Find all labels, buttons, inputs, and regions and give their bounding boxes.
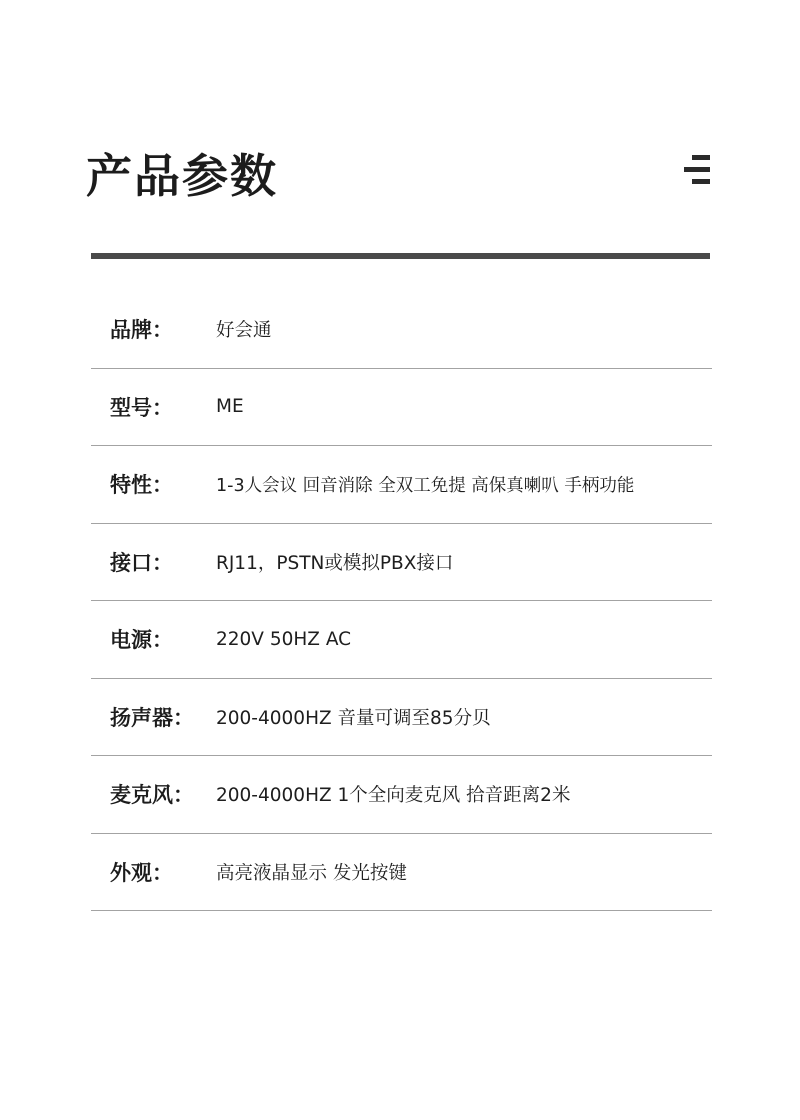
spec-table [91,291,712,911]
spec-row-speaker [91,679,712,757]
spec-value: 好会通 [216,320,272,342]
spec-value: 200-4000HZ 1个全向麦克风 拾音距离2米 [216,785,571,807]
spec-row-model [91,369,712,447]
spec-row-microphone [91,756,712,834]
spec-label: 型号： [110,395,173,420]
menu-icon [684,155,710,185]
spec-row-interface [91,524,712,602]
menu-icon-bar [692,179,710,184]
spec-row-appearance [91,834,712,912]
spec-value: RJ11，PSTN或模拟PBX接口 [216,552,454,574]
page-title: 产品参数 [86,149,278,203]
spec-row-brand [91,291,712,369]
spec-value: 220V 50HZ AC [216,628,352,650]
spec-row-features [91,446,712,524]
spec-label: 电源： [110,628,173,653]
spec-label: 扬声器： [110,705,194,730]
spec-value: 1-3人会议 回音消除 全双工免提 高保真喇叭 手柄功能 [216,475,635,496]
menu-icon-bar [684,167,710,172]
spec-value: ME [216,396,244,418]
spec-label: 麦克风： [110,783,194,808]
spec-label: 接口： [110,550,173,575]
spec-value: 200-4000HZ 音量可调至85分贝 [216,707,491,729]
menu-icon-bar [692,155,710,160]
spec-value: 高亮液晶显示 发光按键 [216,862,407,884]
spec-row-power [91,601,712,679]
spec-label: 品牌： [110,318,173,343]
title-divider [91,253,710,259]
spec-label: 外观： [110,860,173,885]
spec-label: 特性： [110,473,173,498]
